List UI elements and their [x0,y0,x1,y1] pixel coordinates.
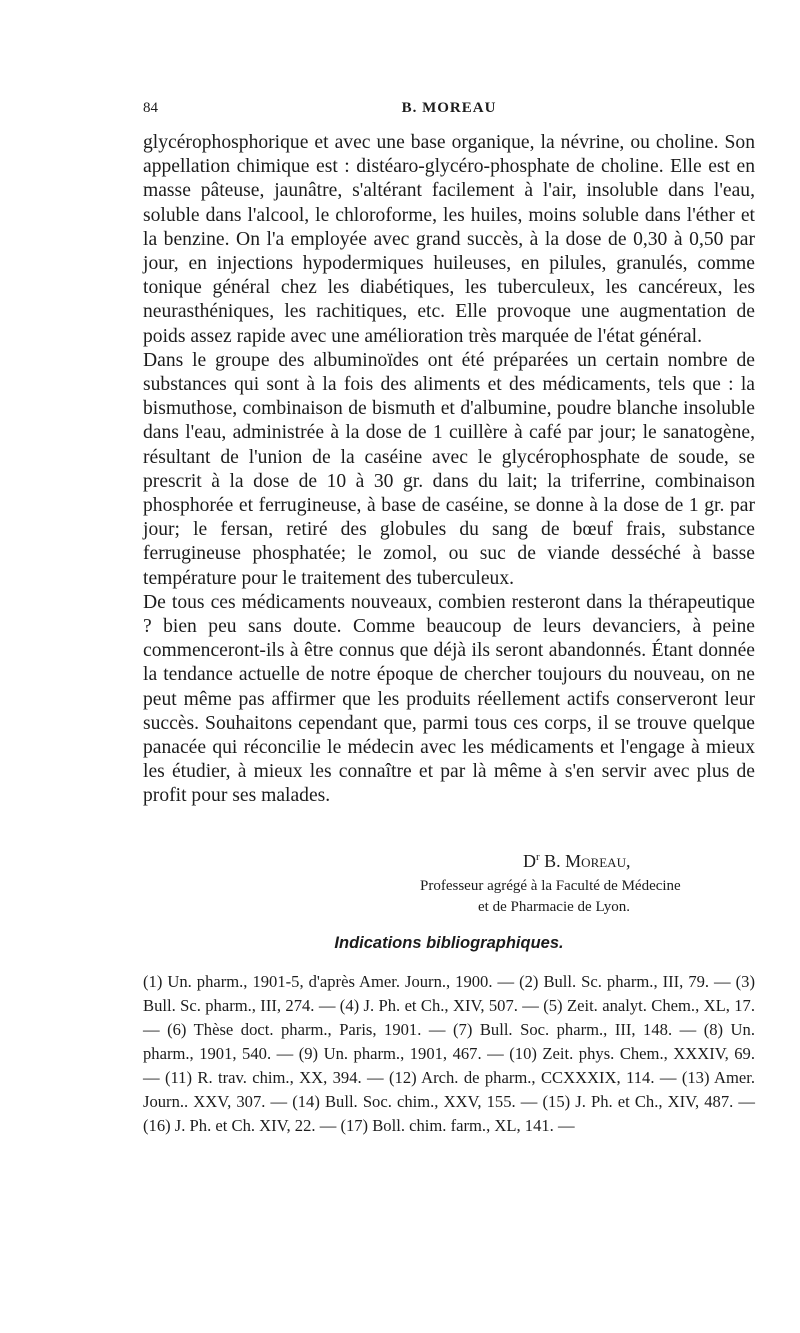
page-header [143,100,755,122]
signature-name [523,846,760,872]
paragraph-choline: glycérophosphorique et avec une base organique, la névrine, ou choline. Son appellation chimique est : distéaro-glycéro-phosphate de choline. Elle est en masse pâteuse, jaunâtre, s'altérant facilement à l'air, insoluble dans l'eau, soluble dans l'alcool, le chloroforme, les huiles, moins soluble dans l'éther et la benzine. On l'a employée avec grand succès, à la dose de 0,30 à 0,50 par jour, en injections hypodermiques huileuses, en pilules, granulés, comme tonique général chez les diabétiques, les tuberculeux, les cancéreux, les neurasthéniques, les rachitiques, etc. Elle provoque une augmentation de poids assez rapide avec une amélioration très marquée de l'état général. [143,132,755,347]
signature-block [420,846,760,918]
signature-author: B. Moreau, [544,851,631,871]
page-number: 84 [143,100,158,116]
signature-prefix-sup: r [536,851,540,863]
signature-title: Professeur agrégé à la Faculté de Médecine [420,878,681,894]
bibliography-text: (1) Un. pharm., 1901-5, d'après Amer. Journ., 1900. — (2) Bull. Sc. pharm., III, 79. — (3) Bull. Sc. pharm., III, 274. — (4) J. Ph. et Ch., XIV, 507. — (5) Zeit. analyt. Chem., XL, 17. — (6) Thèse doct. pharm., Paris, 1901. — (7) Bull. Soc. pharm., III, 148. — (8) Un. pharm., 1901, 540. — (9) Un. pharm., 1901, 467. — (10) Zeit. phys. Chem., XXXIV, 69. — (11) R. trav. chim., XX, 394. — (12) Arch. de pharm., CCXXXIX, 114. — (13) Amer. Journ.. XXV, 307. — (14) Bull. Soc. chim., XXV, 155. — (15) J. Ph. et Ch., XIV, 487. — (16) J. Ph. et Ch. XIV, 22. — (17) Boll. chim. farm., XL, 141. — [143,972,755,1135]
main-text [143,131,755,809]
paragraph-albuminoides: Dans le groupe des albuminoïdes ont été préparées un certain nombre de substances qui sont à la fois des aliments et des médicaments, tels que : la bismuthose, combinaison de bismuth et d'albumine, poudre blanche insoluble dans l'eau, administrée à la dose de 1 cuillère à café par jour; le sanatogène, résultant de l'union de la caséine avec le glycérophosphate de soude, se prescrit à la dose de 10 à 30 gr. dans du lait; la triferrine, combinaison phosphorée et ferrugineuse, à base de caséine, se donne à la dose de 1 gr. par jour; le fersan, retiré des globules du sang de bœuf frais, substance ferrugineuse phosphatée; le zomol, ou suc de viande desséché à basse température pour le traitement des tuberculeux. [143,349,755,589]
signature-prefix: D [523,851,536,871]
running-title: B. MOREAU [401,100,497,116]
paragraph-conclusion: De tous ces médicaments nouveaux, combien resteront dans la thérapeutique ? bien peu sans doute. Comme beaucoup de leurs devanciers, à peine commenceront-ils à être connus que déjà ils seront abandonnés. Étant donnée la tendance actuelle de notre époque de chercher toujours du nouveau, on ne peut même pas affirmer que les produits réellement actifs conserveront leur succès. Souhaitons cependant que, parmi tous ces corps, il se trouve quelque panacée qui réconcilie le médecin avec les médicaments et l'engage à mieux les étudier, à mieux les connaître et par là même à s'en servir avec plus de profit pour ses malades. [143,591,755,807]
signature-affiliation: et de Pharmacie de Lyon. [478,899,631,915]
bibliography-title: Indications bibliographiques. [334,934,564,952]
